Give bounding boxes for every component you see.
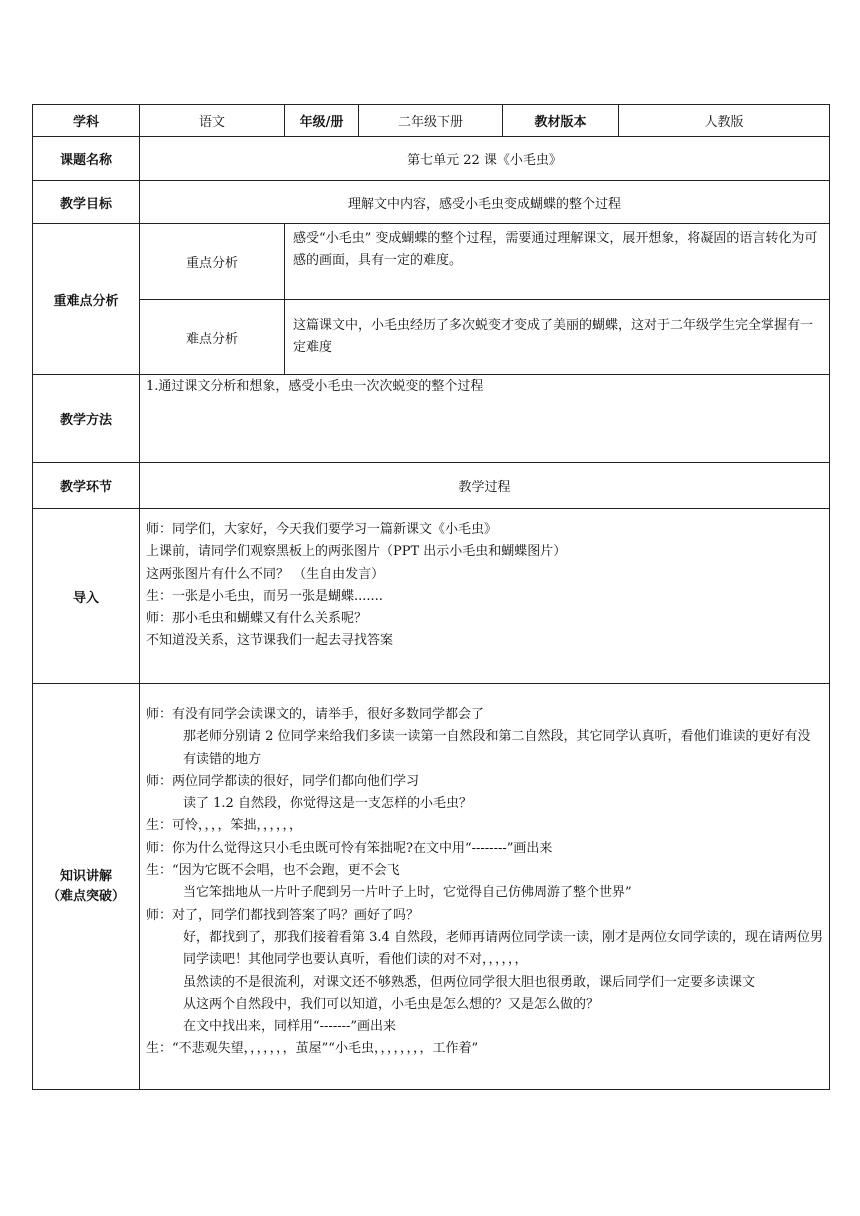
knowledge-line: 在文中找出来，同样用“-------”画出来 bbox=[183, 1019, 397, 1035]
topic-label: 课题名称 bbox=[33, 137, 140, 181]
method-label: 教学方法 bbox=[33, 375, 140, 463]
goal-label: 教学目标 bbox=[33, 181, 140, 224]
key-point-row bbox=[33, 224, 830, 300]
hard-point-row bbox=[33, 300, 830, 375]
key-point-label: 重点分析 bbox=[140, 224, 285, 300]
knowledge-line: 师：你为什么觉得这只小毛虫既可怜有笨拙呢?在文中用“--------”画出来 bbox=[146, 840, 553, 856]
method-row bbox=[33, 375, 830, 463]
topic-row bbox=[33, 137, 830, 181]
intro-label: 导入 bbox=[33, 509, 140, 684]
hard-point-label: 难点分析 bbox=[140, 300, 285, 375]
header-row bbox=[33, 105, 830, 137]
edition-value: 人教版 bbox=[619, 105, 830, 137]
knowledge-content bbox=[140, 684, 830, 1090]
stage-label: 教学环节 bbox=[33, 463, 140, 509]
stage-value: 教学过程 bbox=[140, 463, 830, 509]
knowledge-line: 师：对了，同学们都找到答案了吗？画好了吗？ bbox=[146, 907, 420, 923]
knowledge-row bbox=[33, 684, 830, 1090]
grade-value: 二年级下册 bbox=[359, 105, 503, 137]
intro-line: 生：一张是小毛虫，而另一张是蝴蝶....... bbox=[146, 588, 383, 604]
intro-row bbox=[33, 509, 830, 684]
intro-content bbox=[140, 509, 830, 684]
goal-value: 理解文中内容，感受小毛虫变成蝴蝶的整个过程 bbox=[140, 181, 830, 224]
grade-label: 年级/册 bbox=[285, 105, 359, 137]
knowledge-line: 从这两个自然段中，我们可以知道，小毛虫是怎么想的？又是怎么做的？ bbox=[183, 996, 600, 1012]
knowledge-label-sub: （难点突破） bbox=[46, 888, 125, 904]
knowledge-line: 当它笨拙地从一片叶子爬到另一片叶子上时，它觉得自己仿佛周游了整个世界” bbox=[183, 885, 632, 901]
goal-row bbox=[33, 181, 830, 224]
intro-line: 上课前，请同学们观察黑板上的两张图片（PPT 出示小毛虫和蝴蝶图片） bbox=[146, 544, 567, 560]
difficulty-label: 重难点分析 bbox=[33, 224, 140, 375]
knowledge-line: 师：两位同学都读的很好，同学们都向他们学习 bbox=[146, 773, 420, 789]
knowledge-line: 读了 1.2 自然段，你觉得这是一支怎样的小毛虫？ bbox=[183, 796, 472, 812]
edition-label: 教材版本 bbox=[503, 105, 619, 137]
key-point-text: 感受“小毛虫” 变成蝴蝶的整个过程，需要通过理解课文，展开想象，将凝固的语言转化为可感的画面，具有一定的难度。 bbox=[285, 224, 830, 300]
knowledge-label bbox=[33, 684, 140, 1090]
hard-point-text: 这篇课文中，小毛虫经历了多次蜕变才变成了美丽的蝴蝶，这对于二年级学生完全掌握有一定难度 bbox=[285, 300, 830, 375]
knowledge-line: 好，都找到了，那我们接着看第 3.4 自然段，老师再请两位同学读一读，刚才是两位女同学读的，现在请两位男同学读吧！其他同学也要认真听，看他们读的对不对，，，，，， bbox=[183, 929, 823, 968]
intro-line: 师：同学们，大家好，今天我们要学习一篇新课文《小毛虫》 bbox=[146, 522, 498, 537]
subject-label: 学科 bbox=[33, 105, 140, 137]
intro-line: 这两张图片有什么不同？ （生自由发言） bbox=[146, 566, 385, 582]
knowledge-line: 那老师分别请 2 位同学来给我们多读一读第一自然段和第二自然段，其它同学认真听，看他们谁读的更好有没有读错的地方 bbox=[183, 729, 811, 767]
method-text: 1.通过课文分析和想象，感受小毛虫一次次蜕变的整个过程 bbox=[140, 375, 830, 463]
knowledge-line: 生：“不悲观失望，，，，，，，茧屋”“小毛虫，，，，，，，，工作着” bbox=[146, 1041, 479, 1057]
topic-value: 第七单元 22 课《小毛虫》 bbox=[140, 137, 830, 181]
knowledge-line: 生：可怜，，，，笨拙，，，，，， bbox=[146, 818, 303, 834]
knowledge-line: 生：“因为它既不会唱，也不会跑，更不会飞 bbox=[146, 863, 400, 879]
intro-line: 师：那小毛虫和蝴蝶又有什么关系呢？ bbox=[146, 611, 368, 627]
knowledge-line: 师：有没有同学会读课文的，请举手，很好多数同学都会了 bbox=[146, 707, 485, 722]
knowledge-line: 虽然读的不是很流利，对课文还不够熟悉，但两位同学很大胆也很勇敢，课后同学们一定要多读课文 bbox=[183, 974, 756, 990]
subject-value: 语文 bbox=[140, 105, 285, 137]
stage-row bbox=[33, 463, 830, 509]
knowledge-label-main: 知识讲解 bbox=[59, 868, 112, 884]
lesson-plan-table bbox=[32, 104, 830, 1090]
intro-line: 不知道没关系，这节课我们一起去寻找答案 bbox=[146, 633, 394, 649]
